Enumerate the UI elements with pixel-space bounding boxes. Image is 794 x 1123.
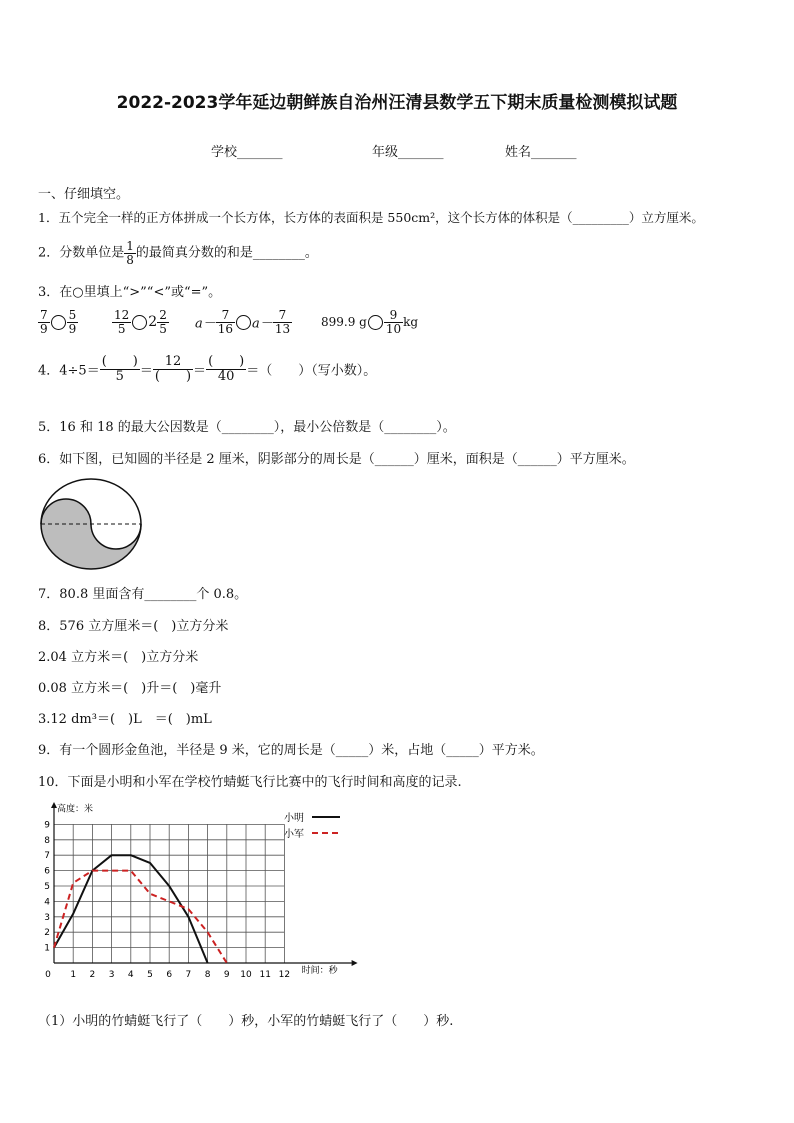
y-tick-label: 4 [44,897,50,908]
x-tick-label: 0 [45,970,51,980]
question-9: 9．有一个圆形金鱼池，半径是 9 米，它的周长是（_____）米，占地（_____）平方米。 [38,743,544,758]
x-tick-label: 9 [223,970,230,980]
page-title: 2022-2023学年延边朝鲜族自治州汪清县数学五下期末质量检测模拟试题 [116,93,678,113]
question-4: 4．4÷5＝ $\frac{( )}{5}$ ＝ $\frac{12}{( )}$ ＝ $\frac{( )}{40}$ ＝（ ）（写小数）。 [38,354,377,384]
x-axis-label: 时间：秒 [301,966,338,976]
compare-item-2: $\frac{12}{5}$ 2 $\frac{2}{5}$ [114,308,167,336]
y-tick-label: 7 [44,851,50,862]
x-axis-arrow [352,960,358,966]
compare-circle[interactable] [368,315,383,330]
compare-item-4: 899.9 g $\frac{9}{10}$ kg [321,308,419,336]
compare-circle[interactable] [132,315,147,330]
question-10-1: （1）小明的竹蜻蜓飞行了（ ）秒，小军的竹蜻蜓飞行了（ ）秒. [38,1014,454,1029]
compare-circle[interactable] [236,315,251,330]
y-tick-label: 2 [44,928,50,939]
compare-item-3: a－ $\frac{7}{16}$ a－ $\frac{7}{13}$ [195,308,291,336]
question-8-line-3: 0.08 立方米＝( )升＝( )毫升 [38,681,222,696]
unit-fraction: $\frac{1}{8}$ [126,239,134,267]
question-8-line-1: 8．576 立方厘米＝( )立方分米 [38,619,229,634]
legend-label: 小明 [284,813,304,824]
y-tick-label: 8 [44,835,50,846]
x-tick-label: 11 [259,970,271,980]
question-8-line-2: 2.04 立方米＝( )立方分米 [38,650,199,665]
x-tick-label: 8 [204,970,211,980]
x-tick-label: 7 [185,970,192,980]
x-tick-label: 2 [89,970,96,980]
question-3: 3．在○里填上“>”“<”或“=”。 [38,285,222,300]
legend-label: 小军 [284,829,304,840]
x-tick-label: 10 [240,970,252,980]
x-tick-label: 1 [70,970,77,980]
yin-yang-figure [36,474,146,574]
question-7: 7．80.8 里面含有________个 0.8。 [38,587,248,602]
x-tick-label: 5 [147,970,153,980]
y-tick-label: 9 [44,820,50,831]
section-heading: 一、仔细填空。 [38,187,130,202]
y-axis-label: 高度：米 [57,804,94,815]
question-6: 6．如下图，已知圆的半径是 2 厘米，阴影部分的周长是（______）厘米，面积是（______）平方厘米。 [38,452,635,467]
name-blank[interactable]: _______ [531,145,577,160]
y-tick-label: 6 [44,866,50,877]
question-1: 1．五个完全一样的正方体拼成一个长方体，长方体的表面积是 550cm²，这个长方体的体积是（_________）立方厘米。 [38,210,704,225]
flight-chart [30,800,360,1000]
school-blank[interactable]: _______ [237,145,283,160]
compare-circle[interactable] [51,315,66,330]
y-tick-label: 1 [44,943,50,954]
question-5: 5．16 和 18 的最大公因数是（________），最小公倍数是（________）。 [38,420,456,435]
school-field: 学校_______ [211,145,283,160]
question-10: 10．下面是小明和小军在学校竹蜻蜓飞行比赛中的飞行时间和高度的记录. [38,775,462,790]
compare-item-1: $\frac{7}{9}$ $\frac{5}{9}$ [40,308,77,336]
x-tick-label: 6 [166,970,173,980]
x-tick-label: 4 [127,970,134,980]
y-tick-label: 3 [44,912,50,923]
x-tick-label: 3 [108,970,115,980]
question-2: 2．分数单位是 $\frac{1}{8}$ 的最简真分数的和是________。 [38,239,318,267]
y-tick-label: 5 [44,882,50,892]
grade-field: 年级_______ [372,145,444,160]
name-field: 姓名_______ [505,145,577,160]
question-8-line-4: 3.12 dm³＝( )L ＝( )mL [38,712,212,727]
x-tick-label: 12 [278,970,291,980]
grade-blank[interactable]: _______ [398,145,444,160]
